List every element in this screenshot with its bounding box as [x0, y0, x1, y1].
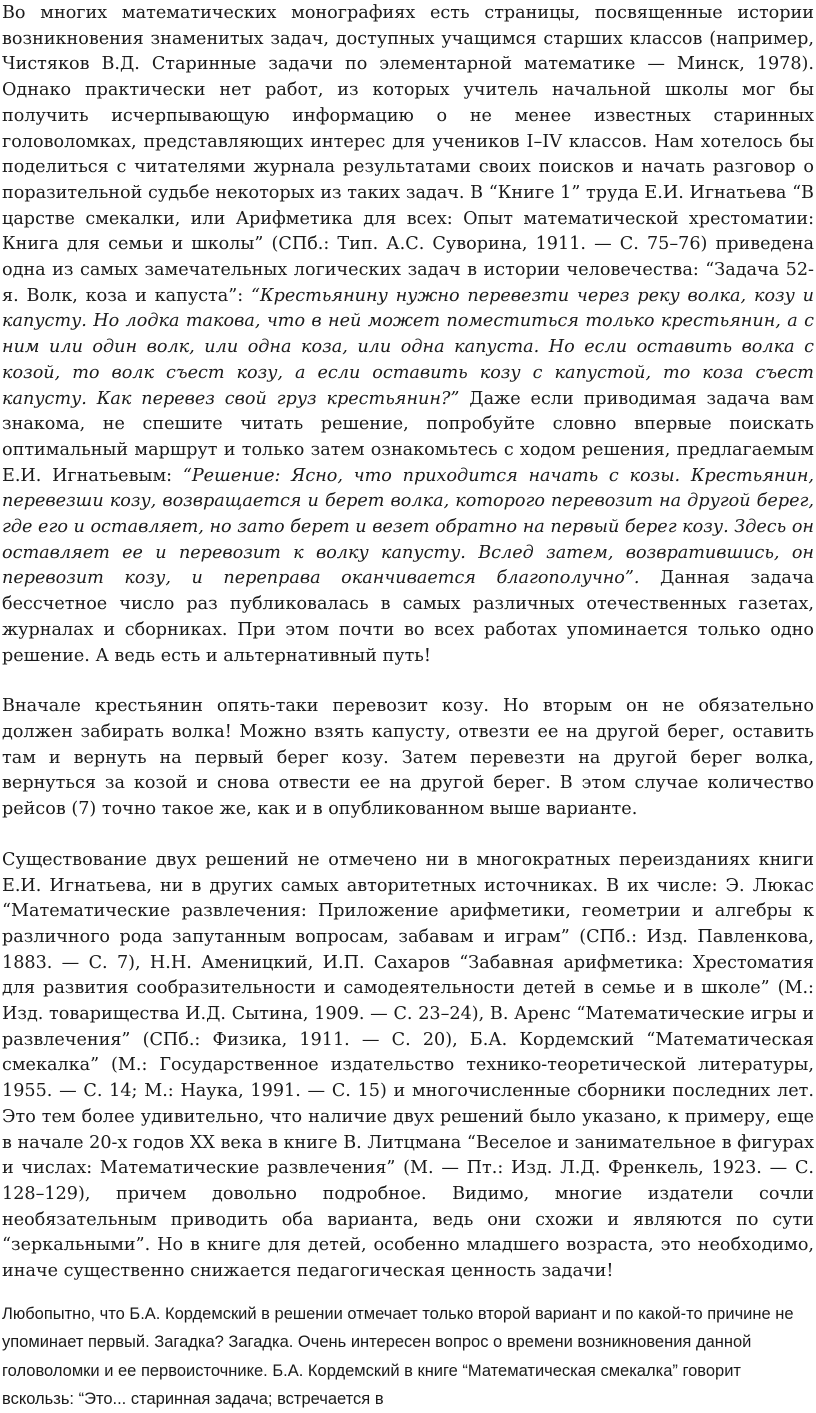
paragraph-alternative-solution: Вначале крестьянин опять-таки перевозит козу. Но вторым он не обязательно должен забирать волка! Можно взять капусту, отвезти ее на другой берег, оставить там и вернуть на первый берег козу. Затем перевезти на другой берег волка, вернуться за козой и снова отвести ее на другой берег. В этом случае количество рейсов (7) точно такое же, как и в опубликованном выше варианте.	[2, 696, 814, 820]
paragraph-intro-text: Во многих математических монографиях есть страницы, посвященные истории возникновения знаменитых задач, доступных учащимся старших классов (например, Чистяков В.Д. Старинные задачи по элементарной математике — Минск, 1978). Однако практически нет работ, из которых учитель начальной школы мог бы получить исчерпывающую информацию о не менее известных старинных головоломках, представляющих интерес для учеников I–IV классов. Нам хотелось бы поделиться с читателями журнала результатами своих поисков и начать разговор о поразительной судьбе некоторых из таких задач. В “Книге 1” труда Е.И. Игнатьева “В царстве смекалки, или Арифметика для всех: Опыт математической хрестоматии: Книга для семьи и школы” (СПб.: Тип. А.С. Суворина, 1911. — С. 75–76) приведена одна из самых замечательных логических задач в истории человечества: “Задача 52-я. Волк, коза и капуста”:	[2, 3, 814, 306]
task-statement-quote: “Крестьянину нужно перевезти через реку волка, козу и капусту. Но лодка такова, что в ней может поместиться только крестьянин, а с ним или один волк, или одна коза, или одна капуста. Но если оставить волка с козой, то волк съест козу, а если оставить козу с капустой, то коза съест капусту. Как перевез свой груз крестьянин?”	[2, 285, 814, 409]
paragraph-spacer	[2, 669, 814, 694]
paragraph-kordemsky: Любопытно, что Б.А. Кордемский в решении отмечает только второй вариант и по какой-то причине не упоминает первый. Загадка? Загадка. Очень интересен вопрос о времени возникновения данной головоломки и ее первоисточнике. Б.А. Кордемский в книге “Математическая смекалка” говорит вскользь: “Это... старинная задача; встречается в	[2, 1304, 794, 1408]
solution-quote: “Решение: Ясно, что приходится начать с козы. Крестьянин, перевезши козу, возвращается и берет волка, которого перевозит на другой берег, где его и оставляет, но зато берет и везет обратно на первый берег козу. Здесь он оставляет ее и перевозит к волку капусту. Вслед затем, возвратившись, он перевозит козу, и переправа оканчивается благополучно”.	[2, 465, 814, 589]
paragraph-ending-text: Данная задача бессчетное число раз публиковалась в самых различных отечественных газетах, журналах и сборниках. При этом почти во всех работах упоминается только одно решение. А ведь есть и альтернативный путь!	[2, 568, 814, 666]
paragraph-spacer	[2, 1285, 814, 1300]
paragraph-middle-text: Даже если приводимая задача вам знакома, не спешите читать решение, попробуйте словно впервые поискать оптимальный маршрут и только затем ознакомьтесь с ходом решения, предлагаемым Е.И. Игнатьевым:	[2, 388, 814, 486]
paragraph-ignatiev-task	[2, 1, 814, 669]
paragraph-spacer	[2, 823, 814, 848]
paragraph-sources: Существование двух решений не отмечено ни в многократных переизданиях книги Е.И. Игнатьева, ни в других самых авторитетных источниках. В их числе: Э. Люкас “Математические развлечения: Приложение арифметики, геометрии и алгебры к различного рода запутанным вопросам, забавам и играм” (СПб.: Изд. Павленкова, 1883. — С. 7), Н.Н. Аменицкий, И.П. Сахаров “Забавная арифметика: Хрестоматия для развития сообразительности и самодеятельности детей в семье и в школе” (М.: Изд. товарищества И.Д. Сытина, 1909. — С. 23–24), В. Аренс “Математические игры и развлечения” (СПб.: Физика, 1911. — С. 20), Б.А. Кордемский “Математическая смекалка” (М.: Государственное издательство технико-теоретической литературы, 1955. — С. 14; М.: Наука, 1991. — С. 15) и многочисленные сборники последних лет. Это тем более удивительно, что наличие двух решений было указано, к примеру, еще в начале 20-х годов XX века в книге В. Литцмана “Веселое и занимательное в фигурах и числах: Математические развлечения” (М. — Пт.: Изд. Л.Д. Френкель, 1923. — С. 128–129), причем довольно подробное. Видимо, многие издатели сочли необязательным приводить оба варианта, ведь они схожи и являются по сути “зеркальными”. Но в книге для детей, особенно младшего возраста, это необходимо, иначе существенно снижается педагогическая ценность задачи!	[2, 849, 814, 1282]
